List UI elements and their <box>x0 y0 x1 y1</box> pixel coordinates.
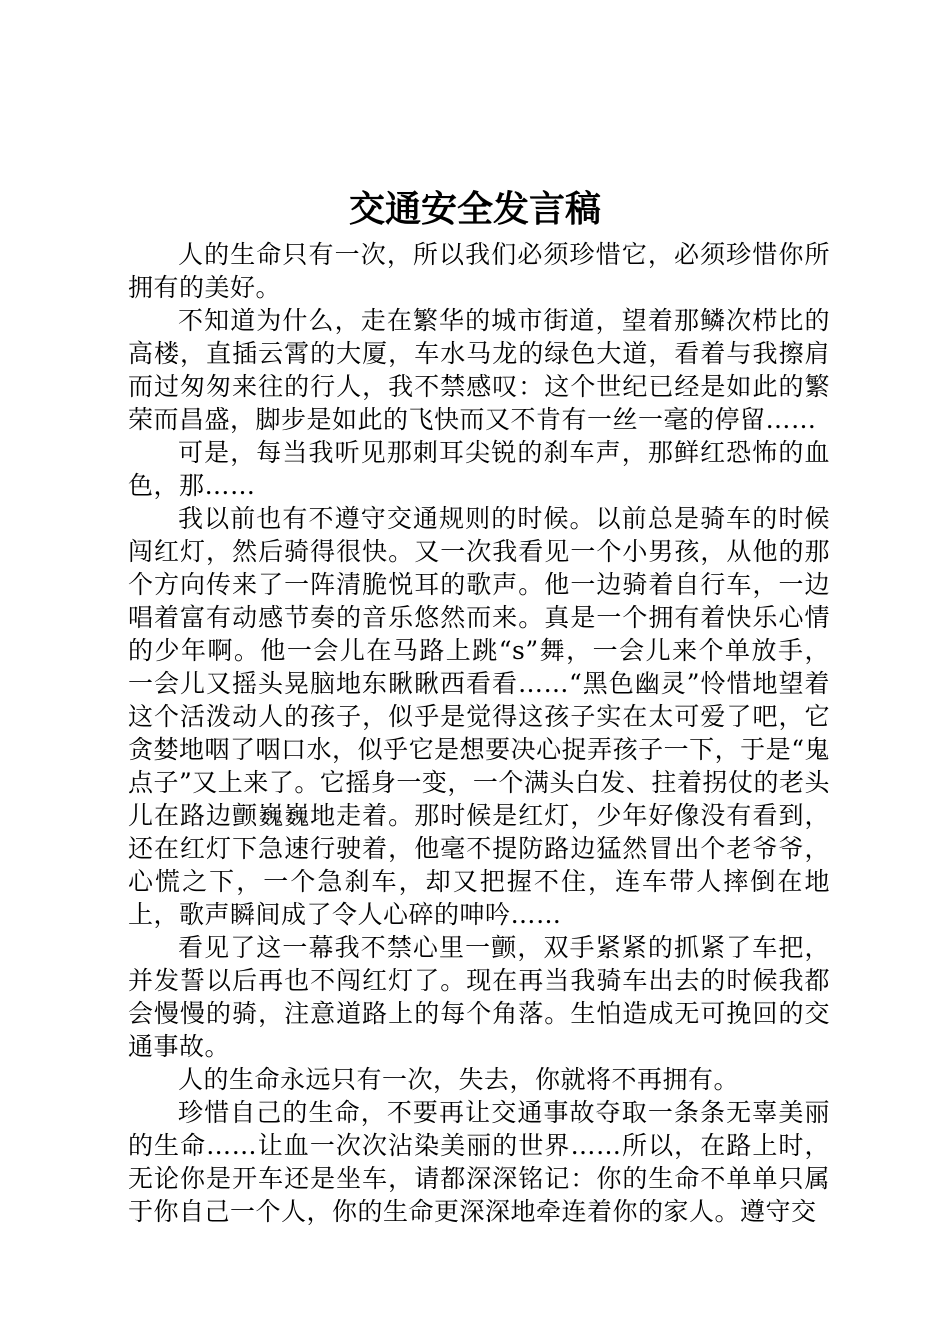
paragraph: 我以前也有不遵守交通规则的时候。以前总是骑车的时候闯红灯，然后骑得很快。又一次我看见一个小男孩，从他的那个方向传来了一阵清脆悦耳的歌声。他一边骑着自行车，一边唱着富有动感节奏的音乐悠然而来。真是一个拥有着快乐心情的少年啊。他一会儿在马路上跳“s”舞，一会儿来个单放手，一会儿又摇头晃脑地东瞅瞅西看看……“黑色幽灵”怜惜地望着这个活泼动人的孩子，似乎是觉得这孩子实在太可爱了吧，它贪婪地咽了咽口水，似乎它是想要决心捉弄孩子一下，于是“鬼点子”又上来了。它摇身一变，一个满头白发、拄着拐仗的老头儿在路边颤巍巍地走着。那时候是红灯，少年好像没有看到，还在红灯下急速行驶着，他毫不提防路边猛然冒出个老爷爷，心慌之下，一个急刹车，却又把握不住，连车带人摔倒在地上，歌声瞬间成了令人心碎的呻吟…… <box>128 504 830 929</box>
paragraph: 珍惜自己的生命，不要再让交通事故夺取一条条无辜美丽的生命……让血一次次沾染美丽的世界……所以，在路上时，无论你是开车还是坐车，请都深深铭记：你的生命不单单只属于你自己一个人，你的生命更深深地牵连着你的家人。遵守交 <box>128 1098 830 1226</box>
paragraph: 不知道为什么，走在繁华的城市街道，望着那鳞次栉比的高楼，直插云霄的大厦，车水马龙的绿色大道，看着与我擦肩而过匆匆来往的行人，我不禁感叹：这个世纪已经是如此的繁荣而昌盛，脚步是如此的飞快而又不肯有一丝一毫的停留…… <box>128 306 830 434</box>
paragraph: 可是，每当我听见那刺耳尖锐的刹车声，那鲜红恐怖的血色，那…… <box>128 438 830 500</box>
paragraph: 人的生命永远只有一次，失去，你就将不再拥有。 <box>178 1065 740 1094</box>
paragraph: 看见了这一幕我不禁心里一颤，双手紧紧的抓紧了车把，并发誓以后再也不闯红灯了。现在再当我骑车出去的时候我都会慢慢的骑，注意道路上的每个角落。生怕造成无可挽回的交通事故。 <box>128 933 830 1061</box>
paragraph: 人的生命只有一次，所以我们必须珍惜它，必须珍惜你所拥有的美好。 <box>128 240 830 302</box>
document-title: 交通安全发言稿 <box>348 188 601 230</box>
document-body <box>128 238 830 1228</box>
